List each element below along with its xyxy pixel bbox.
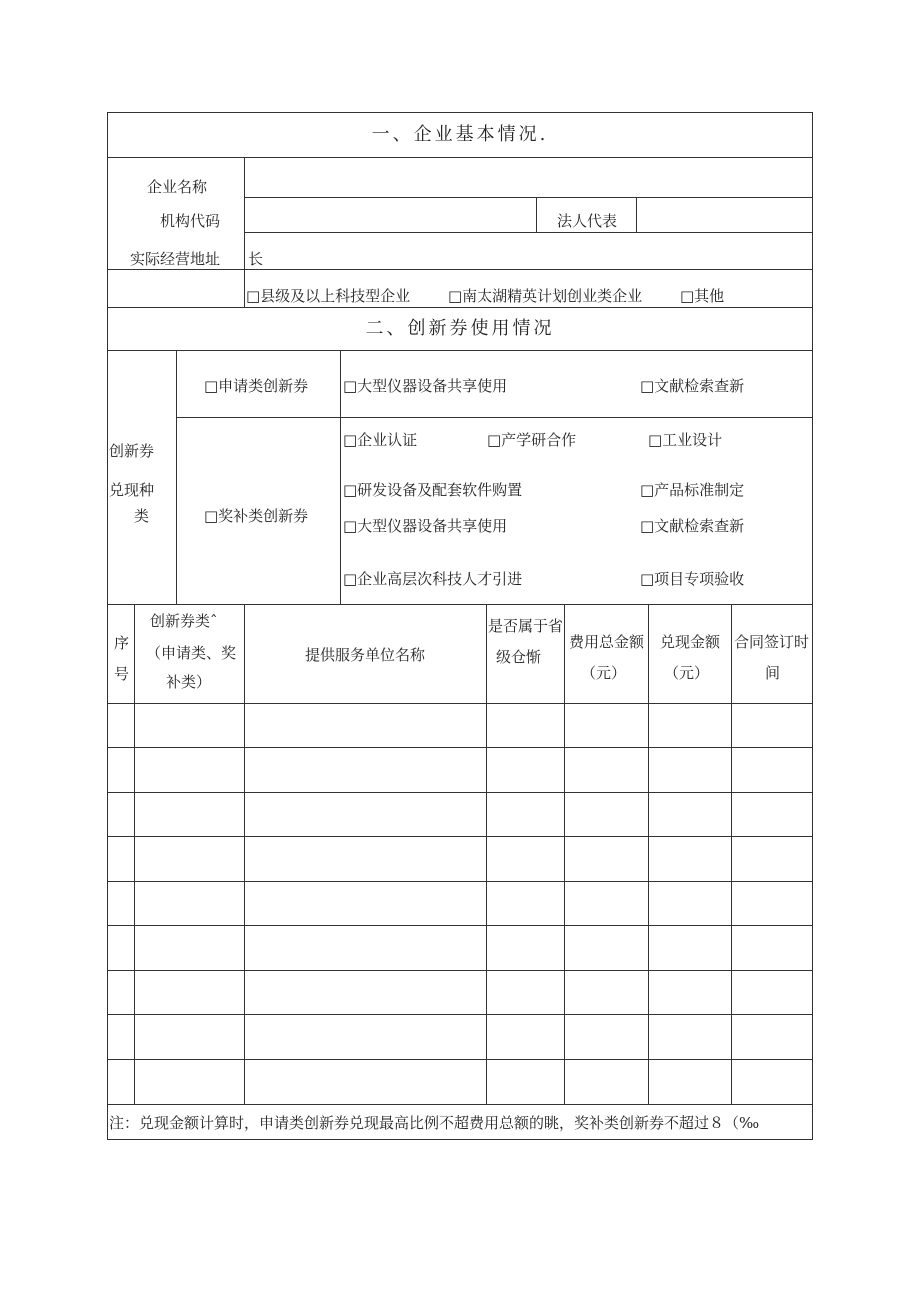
- voucher-kind-label: 兑现种: [109, 481, 155, 499]
- org-code-label: 机构代码: [160, 212, 221, 230]
- header-voucher-type: 补类）: [166, 673, 212, 691]
- form-border-bottom: [107, 1139, 813, 1140]
- form-border-left: [107, 112, 108, 1140]
- voucher-kind-label: 类: [134, 507, 150, 525]
- col-divider: [340, 350, 341, 604]
- reward-item-option[interactable]: □研发设备及配套软件购置: [343, 481, 523, 499]
- table-col-line: [731, 604, 732, 1104]
- table-row-line: [107, 970, 813, 971]
- col-divider: [244, 157, 245, 307]
- header-contract-time: 合同签订时: [734, 633, 810, 651]
- table-col-line: [486, 604, 487, 1104]
- section1-title: 一、企业基本情况.: [371, 124, 549, 145]
- reward-item-option[interactable]: □大型仪器设备共享使用: [343, 517, 508, 535]
- company-name-label: 企业名称: [147, 178, 208, 196]
- reward-item-option[interactable]: □文献检索查新: [640, 517, 745, 535]
- row-divider: [244, 197, 813, 198]
- header-seq: 号: [114, 665, 130, 683]
- form-border-right: [812, 112, 813, 1140]
- header-provincial: 级仓惭: [496, 648, 542, 666]
- row-divider: [176, 417, 813, 418]
- section2-title: 二、创新券使用情况: [365, 318, 555, 339]
- header-provincial: 是否属于省: [488, 617, 564, 635]
- table-row-line: [107, 1059, 813, 1060]
- reward-item-option[interactable]: □企业认证: [343, 431, 418, 449]
- enterprise-type-option[interactable]: □县级及以上科技型企业: [246, 287, 411, 305]
- table-col-line: [648, 604, 649, 1104]
- reward-type-option[interactable]: □奖补类创新券: [204, 507, 309, 525]
- header-seq: 序: [114, 634, 130, 652]
- table-row-line: [107, 1104, 813, 1105]
- table-row-line: [107, 1014, 813, 1015]
- row-divider: [107, 604, 813, 605]
- reward-item-option[interactable]: □产品标准制定: [640, 481, 745, 499]
- table-row-line: [107, 747, 813, 748]
- apply-item-option[interactable]: □大型仪器设备共享使用: [343, 377, 508, 395]
- header-total-cost: 费用总金额: [569, 633, 645, 651]
- table-row-line: [107, 881, 813, 882]
- header-redeem-amount: （元）: [664, 664, 710, 682]
- row-divider: [107, 307, 813, 308]
- enterprise-type-option[interactable]: □其他: [680, 287, 725, 305]
- reward-item-option[interactable]: □产学研合作: [487, 431, 577, 449]
- address-value: 长: [248, 250, 264, 268]
- table-col-line: [134, 604, 135, 1104]
- table-row-line: [107, 925, 813, 926]
- header-total-cost: （元）: [581, 664, 627, 682]
- voucher-kind-label: 创新券: [109, 442, 155, 460]
- address-label: 实际经营地址: [130, 250, 221, 268]
- header-redeem-amount: 兑现金额: [660, 633, 721, 651]
- header-voucher-type: （申请类、奖: [146, 644, 237, 662]
- table-row-line: [107, 792, 813, 793]
- col-divider: [176, 350, 177, 604]
- footer-note: 注：兑现金额计算时，申请类创新券兑现最高比例不超费用总额的眺，奖补类创新券不超过８（‰: [109, 1114, 760, 1132]
- header-voucher-type: 创新券类ˆ: [150, 612, 218, 630]
- header-contract-time: 间: [765, 664, 781, 682]
- table-col-line: [564, 604, 565, 1104]
- apply-type-option[interactable]: □申请类创新券: [204, 377, 309, 395]
- row-divider: [107, 157, 813, 158]
- col-divider: [636, 197, 637, 232]
- row-divider: [107, 269, 813, 270]
- form-border-top: [107, 112, 813, 113]
- apply-item-option[interactable]: □文献检索查新: [640, 377, 745, 395]
- enterprise-type-option[interactable]: □南太湖精英计划创业类企业: [448, 287, 643, 305]
- table-row-line: [107, 836, 813, 837]
- reward-item-option[interactable]: □项目专项验收: [640, 570, 745, 588]
- col-divider: [536, 197, 537, 232]
- table-col-line: [244, 604, 245, 1104]
- row-divider: [244, 232, 813, 233]
- legal-rep-label: 法人代表: [557, 212, 618, 230]
- row-divider: [107, 350, 813, 351]
- row-divider: [107, 703, 813, 704]
- reward-item-option[interactable]: □企业高层次科技人才引进: [343, 570, 523, 588]
- header-provider: 提供服务单位名称: [304, 646, 425, 664]
- reward-item-option[interactable]: □工业设计: [648, 431, 723, 449]
